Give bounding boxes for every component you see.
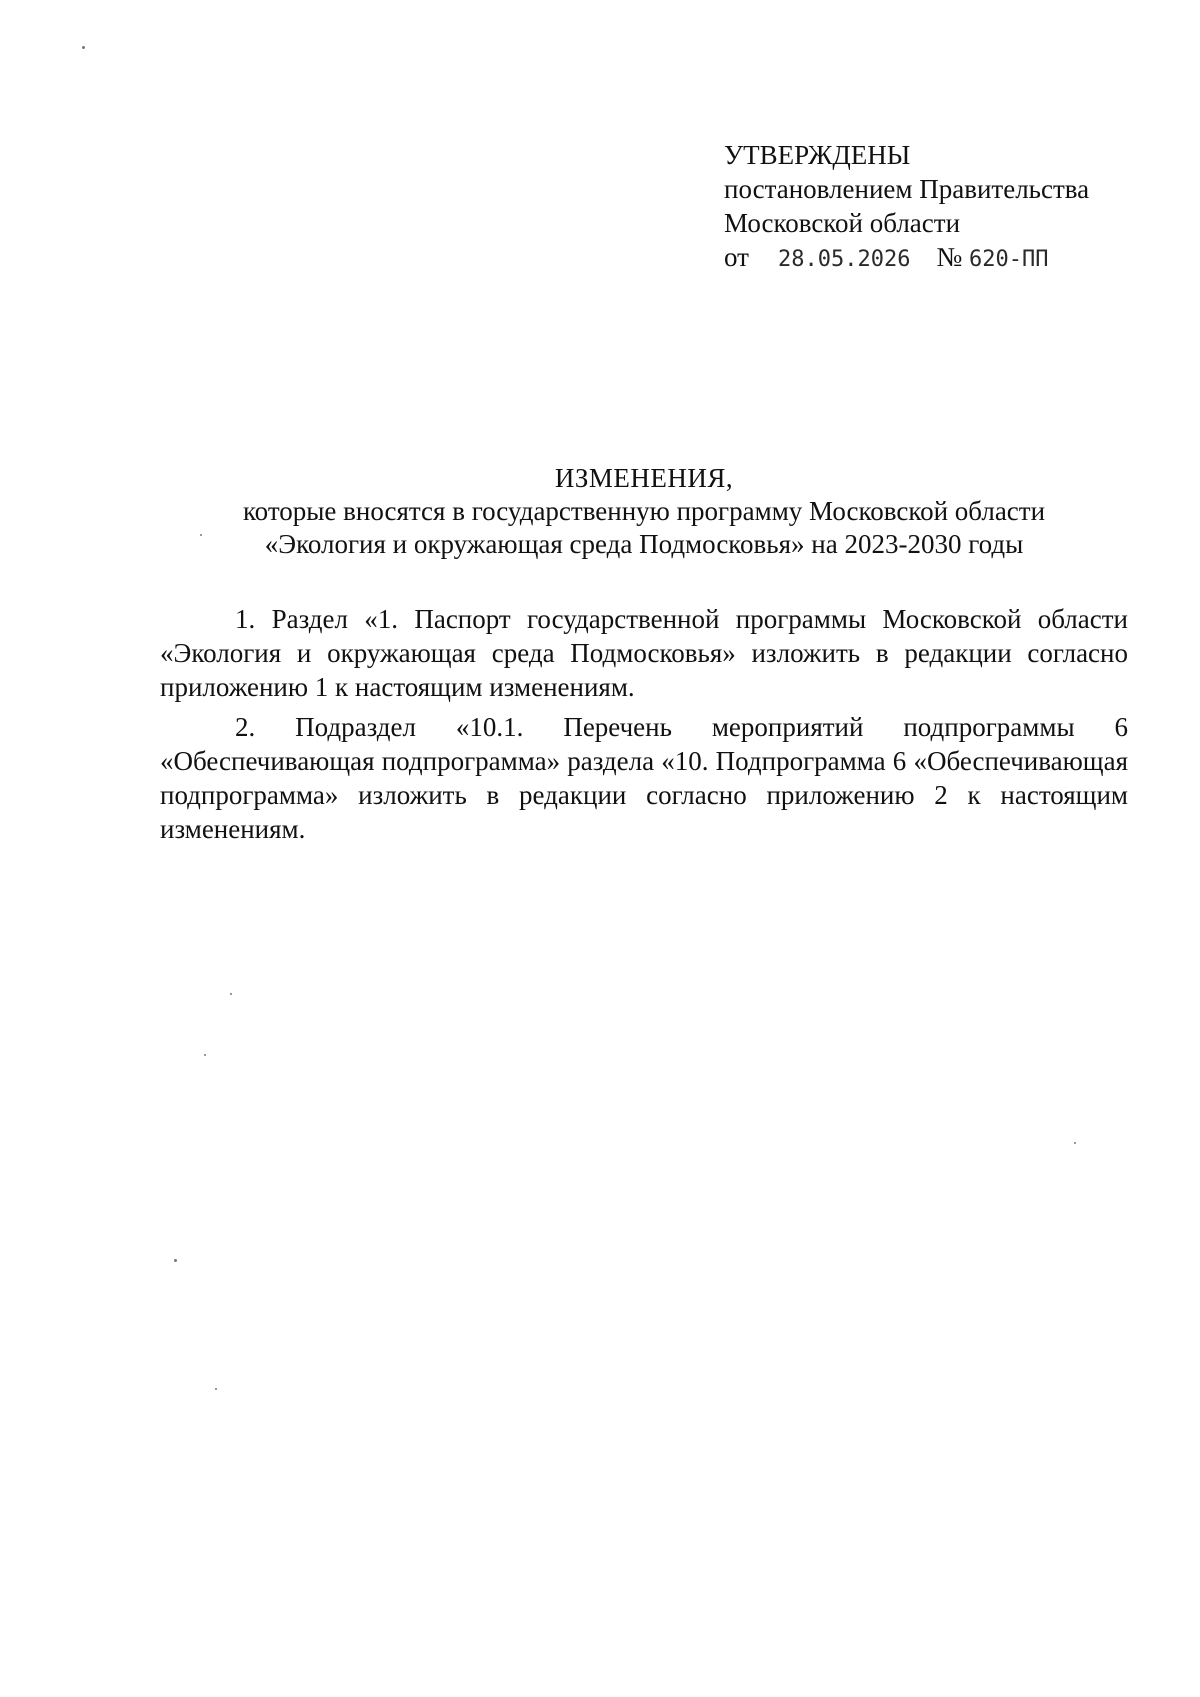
heading-title: ИЗМЕНЕНИЯ, bbox=[554, 463, 734, 493]
approval-line-1: постановлением Правительства bbox=[724, 174, 1090, 204]
scan-speck bbox=[82, 46, 85, 49]
number-sign: № bbox=[936, 242, 963, 272]
scan-speck bbox=[174, 1259, 177, 1262]
scan-speck bbox=[215, 1388, 217, 1390]
approval-block bbox=[724, 138, 1164, 277]
approval-date-row bbox=[724, 240, 1164, 277]
document-body bbox=[160, 602, 1128, 852]
scan-speck bbox=[1074, 1142, 1076, 1144]
approval-date: 28.05.2026 bbox=[778, 247, 911, 272]
approval-title: УТВЕРЖДЕНЫ bbox=[724, 140, 911, 170]
paragraph-2: 2. Подраздел «10.1. Перечень мероприятий подпрограммы 6 «Обеспечивающая подпрограмма» раздела «10. Подпрограмма 6 «Обеспечивающая подпрограмма» изложить в редакции согласно приложению 2 к настоящим изменениям. bbox=[160, 712, 1128, 844]
paragraph-1: 1. Раздел «1. Паспорт государственной программы Московской области «Экология и окружающая среда Подмосковья» изложить в редакции согласно приложению 1 к настоящим изменениям. bbox=[160, 604, 1128, 702]
document-heading bbox=[160, 462, 1128, 561]
heading-line-2: «Экология и окружающая среда Подмосковья» на 2023-2030 годы bbox=[264, 529, 1024, 559]
scan-speck bbox=[200, 534, 202, 536]
date-prefix: от bbox=[724, 242, 749, 272]
approval-number: 620-ПП bbox=[968, 247, 1049, 272]
scan-speck bbox=[230, 993, 232, 995]
approval-line-2: Московской области bbox=[724, 208, 961, 238]
scan-speck bbox=[204, 1054, 206, 1056]
heading-line-1: которые вносятся в государственную программу Московской области bbox=[242, 496, 1046, 526]
